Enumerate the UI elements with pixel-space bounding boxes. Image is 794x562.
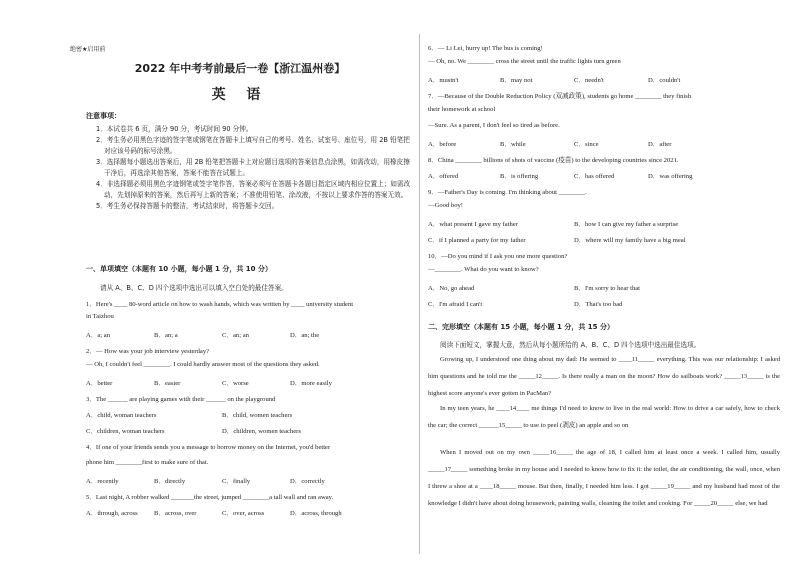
cloze-paragraph-3: When I moved out on my own _____16_____ the age of 18, I called him at least once a week. I called him, usually _____17_____ something broke in my house and I needed to know how to fix it: the toilet, the air conditioning, the wall, once, when I threw a shoe at a ____18_____ mouse. But then, finally, I needed him less. I got _____19_____ and my husband had most of the knowledge I didn't have about doing housework, painting walls, cleaning the toilet and cooking. For _____20_____ else, we had	[428, 449, 780, 507]
q8-option-c[interactable]: C．has offered	[574, 173, 615, 180]
secret-label: 绝密★启用前	[70, 46, 106, 53]
q3-option-b[interactable]: B．child, women teachers	[222, 412, 293, 419]
q7-option-a[interactable]: A．before	[428, 141, 457, 148]
cloze-paragraph-1: Growing up, I understood one thing about my dad: He seemed to ____11_____ everything. This was our relationship: I asked him questions and he told me the _____12_____. Is there really a man on the moon? How do sailboats work? _____13_____ is the highest score anyone's ever gotten in PacMan?	[428, 356, 780, 397]
q6-option-d[interactable]: D．couldn't	[648, 77, 681, 84]
q3-option-a[interactable]: A．child, woman teachers	[86, 412, 157, 419]
q9-reply: —Good boy!	[428, 202, 463, 209]
note-item: 4．非选择题必须用黑色字迹钢笔或签字笔作答，答案必须写在答题卡各题目指定区域内相应位置上；如需改动，先划掉原来的答案，然后再写上新的答案；不准使用铅笔、涂改液，不按以上要求作答的答案无效。	[96, 180, 411, 199]
q6-stem-cont: — Oh, no. We ________ cross the street until the traffic lights turn green	[428, 58, 621, 65]
q10-option-a[interactable]: A．No, go ahead	[428, 285, 475, 292]
note-item: 2．考生务必用黑色字迹的签字笔或钢笔在答题卡上填写自己的考号、姓名、试室号、座位号，用 2B 铅笔把对应该号码的标号涂黑。	[96, 136, 410, 155]
q4-stem-cont: phone him ________first to make sure of that.	[86, 459, 209, 466]
q10-reply: —________. What do you want to know?	[428, 266, 539, 273]
q1-option-a[interactable]: A．a; an	[86, 332, 110, 339]
q4-option-b[interactable]: B．directly	[154, 478, 186, 485]
q7-stem: 7．—Because of the Double Reduction Policy (双减政策), students go home ________ they finish	[428, 93, 692, 100]
q3-stem: 3．The ______ are playing games with their ______ on the playground	[86, 396, 276, 403]
q7-option-d[interactable]: D．after	[648, 141, 672, 148]
q4-stem: 4．If one of your friends sends you a message to borrow money on the Internet, you'd better	[86, 444, 331, 451]
cloze-paragraph-2: In my teen years, he ____14____ me things I'd need to know to live in the real world: How to drive a car safely, how to check the car; the correct ______15_____ to use to peel (剥皮) an apple and so on	[428, 405, 780, 429]
exam-title: 2022 年中考考前最后一卷【浙江温州卷】	[134, 62, 346, 75]
notes-heading: 注意事项：	[86, 112, 121, 120]
q7-stem-cont: their homework at school	[428, 106, 496, 113]
q1-stem-cont: in Taizhou	[86, 313, 114, 320]
q9-option-a[interactable]: A．what present I gave my father	[428, 221, 518, 228]
q6-stem: 6．— Li Lei, hurry up! The bus is coming!	[428, 45, 543, 52]
note-item: 3．选择题每小题选出答案后，用 2B 铅笔把答题卡上对应题目选项的答案信息点涂黑，如需改动，用橡皮擦干净后，再选涂其他答案，答案不能答在试题上。	[96, 158, 410, 177]
q8-option-a[interactable]: A．offered	[428, 173, 459, 180]
q10-option-b[interactable]: B．I'm sorry to hear that	[574, 285, 641, 292]
q7-option-b[interactable]: B．while	[500, 141, 526, 148]
q4-option-a[interactable]: A．recently	[86, 478, 119, 485]
q4-option-c[interactable]: C．finally	[222, 478, 251, 485]
q5-option-c[interactable]: C．over, across	[222, 510, 265, 517]
q1-option-c[interactable]: C．an; an	[222, 332, 249, 339]
q5-option-d[interactable]: D．across, through	[290, 510, 342, 517]
q10-option-d[interactable]: D．That's too bad	[574, 301, 623, 308]
q2-stem-cont: — Oh, I couldn't feel ________. I could hardly answer most of the questions they asked.	[86, 361, 320, 368]
q9-option-c[interactable]: C．if I planned a party for my father	[428, 237, 526, 244]
q5-option-b[interactable]: B．across, over	[154, 510, 197, 517]
column-divider	[419, 34, 420, 554]
q6-option-c[interactable]: C．needn't	[574, 77, 604, 84]
q10-stem: 10．—Do you mind if I ask you one more question?	[428, 253, 568, 260]
q9-option-b[interactable]: B．how I can give my father a surprise	[574, 221, 679, 228]
note-item: 1．本试卷共 6 页，满分 90 分，考试时间 90 分钟。	[96, 125, 253, 133]
q2-option-c[interactable]: C．worse	[222, 380, 249, 387]
q8-stem: 8．China ________ billions of shots of vaccine (疫苗) to the developing countries since 2021.	[428, 157, 679, 164]
q2-option-a[interactable]: A．better	[86, 380, 113, 387]
q3-option-d[interactable]: D．children, women teachers	[222, 428, 301, 435]
section2-instruction: 阅读下面短文，掌握大意，然后从每小题所给的 A、B、C、D 四个选项中选出最佳选项。	[440, 341, 701, 349]
notes-list	[96, 124, 414, 212]
note-item: 5．考生务必保持答题卡的整洁，考试结束时，将答题卡交回。	[96, 202, 279, 210]
q6-option-b[interactable]: B．may not	[500, 77, 533, 84]
q5-stem: 5．Last night, A robber walked _______the street, jumped ________a tall wall and ran away.	[86, 494, 334, 501]
q8-option-b[interactable]: B．is offering	[500, 173, 539, 180]
q7-option-c[interactable]: C．since	[574, 141, 599, 148]
section1-heading: 一、单项填空（本题有 10 小题，每小题 1 分，共 10 分）	[86, 265, 272, 273]
section1-instruction: 请从 A、B、C、D 四个选项中选出可以填入空白处的最佳答案。	[100, 284, 288, 292]
subject-title: 英 语	[211, 87, 269, 103]
q3-option-c[interactable]: C．children, woman teachers	[86, 428, 165, 435]
q2-option-d[interactable]: D．more easily	[290, 380, 332, 387]
q9-option-d[interactable]: D．where will my family have a big meal	[574, 237, 686, 244]
section2-heading: 二、完形填空（本题有 15 小题，每小题 1 分，共 15 分）	[428, 323, 614, 331]
q10-option-c[interactable]: C．I'm afraid I can't	[428, 301, 483, 308]
q2-option-b[interactable]: B．easier	[154, 380, 181, 387]
q5-option-a[interactable]: A．through, across	[86, 510, 138, 517]
q1-option-b[interactable]: B．an; a	[154, 332, 178, 339]
q9-stem: 9．—Father's Day is coming. I'm thinking about ________.	[428, 189, 587, 196]
q2-stem: 2．— How was your job interview yesterday?	[86, 348, 210, 355]
q6-option-a[interactable]: A．mustn't	[428, 77, 459, 84]
q1-stem: 1．Here's ____ 80-word article on how to wash hands, which was written by ____ university student	[86, 301, 354, 308]
q4-option-d[interactable]: D．correctly	[290, 478, 325, 485]
q8-option-d[interactable]: D．was offering	[648, 173, 693, 180]
q1-option-d[interactable]: D．an; the	[290, 332, 320, 339]
q7-reply: —Sure. As a parent, I don't feel so tired as before.	[428, 122, 560, 129]
